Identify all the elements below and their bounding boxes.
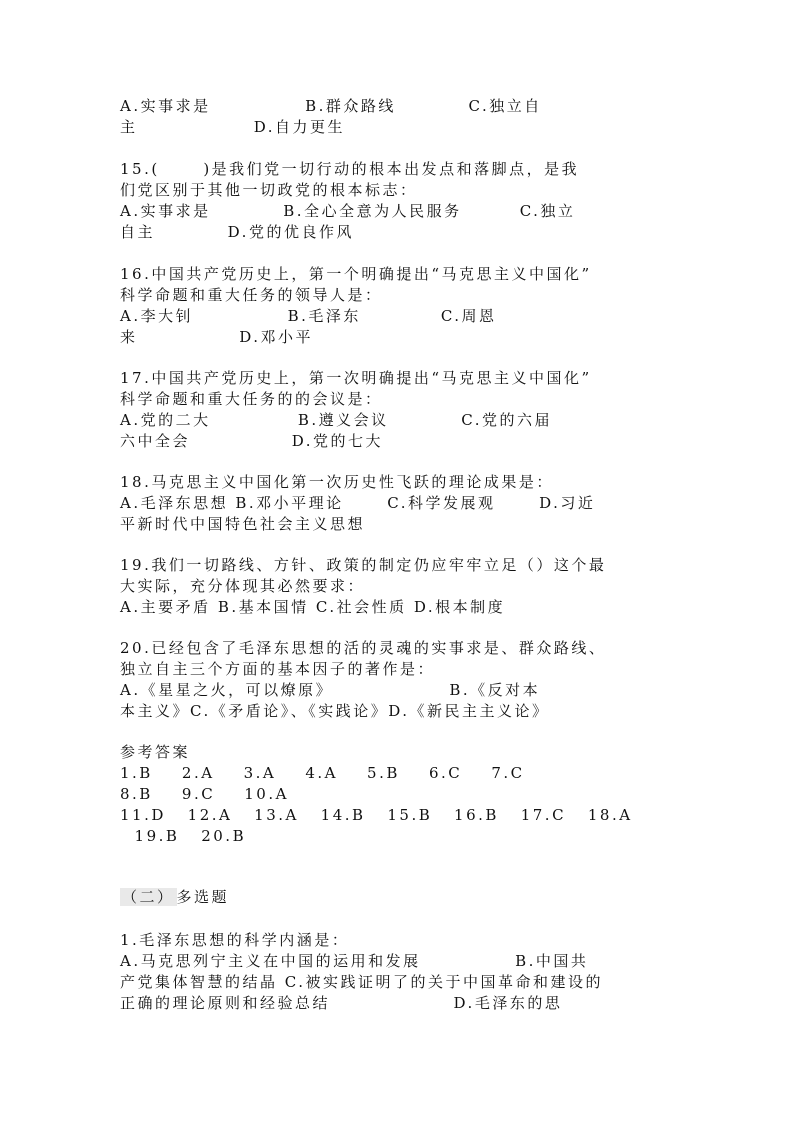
section-number-tag: （二） [122,888,175,906]
q17-stem-line-2: 科学命题和重大任务的的会议是： [120,390,383,408]
q16-options-line-1: A.李大钊 B.毛泽东 C.周恩 [120,307,497,325]
q18-options-line-1: A.毛泽东思想 B.邓小平理论 C.科学发展观 D.习近 [120,494,596,512]
answer-key-line-4: 19.B 20.B [120,827,247,845]
q17-stem-line-1: 17.中国共产党历史上，第一次明确提出“马克思主义中国化” [120,369,592,387]
q20-stem-line-2: 独立自主三个方面的基本因子的著作是： [120,660,436,678]
q16-stem-line-1: 16.中国共产党历史上，第一个明确提出“马克思主义中国化” [120,265,592,283]
q15-options-line-1: A.实事求是 B.全心全意为人民服务 C.独立 [120,202,576,220]
answer-key-line-2: 8.B 9.C 10.A [120,785,289,803]
q16-options-line-2: 来 D.邓小平 [120,328,314,346]
q19-options-line-1: A.主要矛盾 B.基本国情 C.社会性质 D.根本制度 [120,598,506,616]
q20-options-line-1: A.《星星之火，可以燎原》 B.《反对本 [120,681,541,699]
section-title: 多选题 [176,888,230,906]
answer-key-line-3: 11.D 12.A 13.A 14.B 15.B 16.B 17.C 18.A [120,806,633,824]
q19-stem-line-2: 大实际，充分体现其必然要求： [120,577,366,595]
q18-options-line-2: 平新时代中国特色社会主义思想 [120,515,366,533]
q20-options-line-2: 本主义》C.《矛盾论》、《实践论》D.《新民主主义论》 [120,702,550,720]
q16-stem-line-2: 科学命题和重大任务的领导人是： [120,286,383,304]
q15-options-line-2: 自主 D.党的优良作风 [120,223,354,241]
answer-key-title: 参考答案 [120,743,191,761]
q15-stem-line-2: 们党区别于其他一切政党的根本标志： [120,181,418,199]
mq1-options-line-1: A.马克思列宁主义在中国的运用和发展 B.中国共 [120,952,589,970]
mq1-options-line-2: 产党集体智慧的结晶 C.被实践证明了的关于中国革命和建设的 [120,973,603,991]
q20-stem-line-1: 20.已经包含了毛泽东思想的活的灵魂的实事求是、群众路线、 [120,639,607,657]
q19-stem-line-1: 19.我们一切路线、方针、政策的制定仍应牢牢立足（）这个最 [120,556,607,574]
q14-options-line-1: A.实事求是 B.群众路线 C.独立自 [120,97,542,115]
answer-key-line-1: 1.B 2.A 3.A 4.A 5.B 6.C 7.C [120,764,525,782]
q18-stem-line-1: 18.马克思主义中国化第一次历史性飞跃的理论成果是： [120,473,554,491]
mq1-stem-line-1: 1.毛泽东思想的科学内涵是： [120,931,350,949]
q14-options-line-2: 主 D.自力更生 [120,118,346,136]
q17-options-line-1: A.党的二大 B.遵义会议 C.党的六届 [120,411,553,429]
section-heading-multiple-choice [120,887,229,908]
q15-stem-line-1: 15.( )是我们党一切行动的根本出发点和落脚点，是我 [120,160,580,178]
mq1-options-line-3: 正确的理论原则和经验总结 D.毛泽东的思 [120,994,563,1012]
q17-options-line-2: 六中全会 D.党的七大 [120,432,384,450]
